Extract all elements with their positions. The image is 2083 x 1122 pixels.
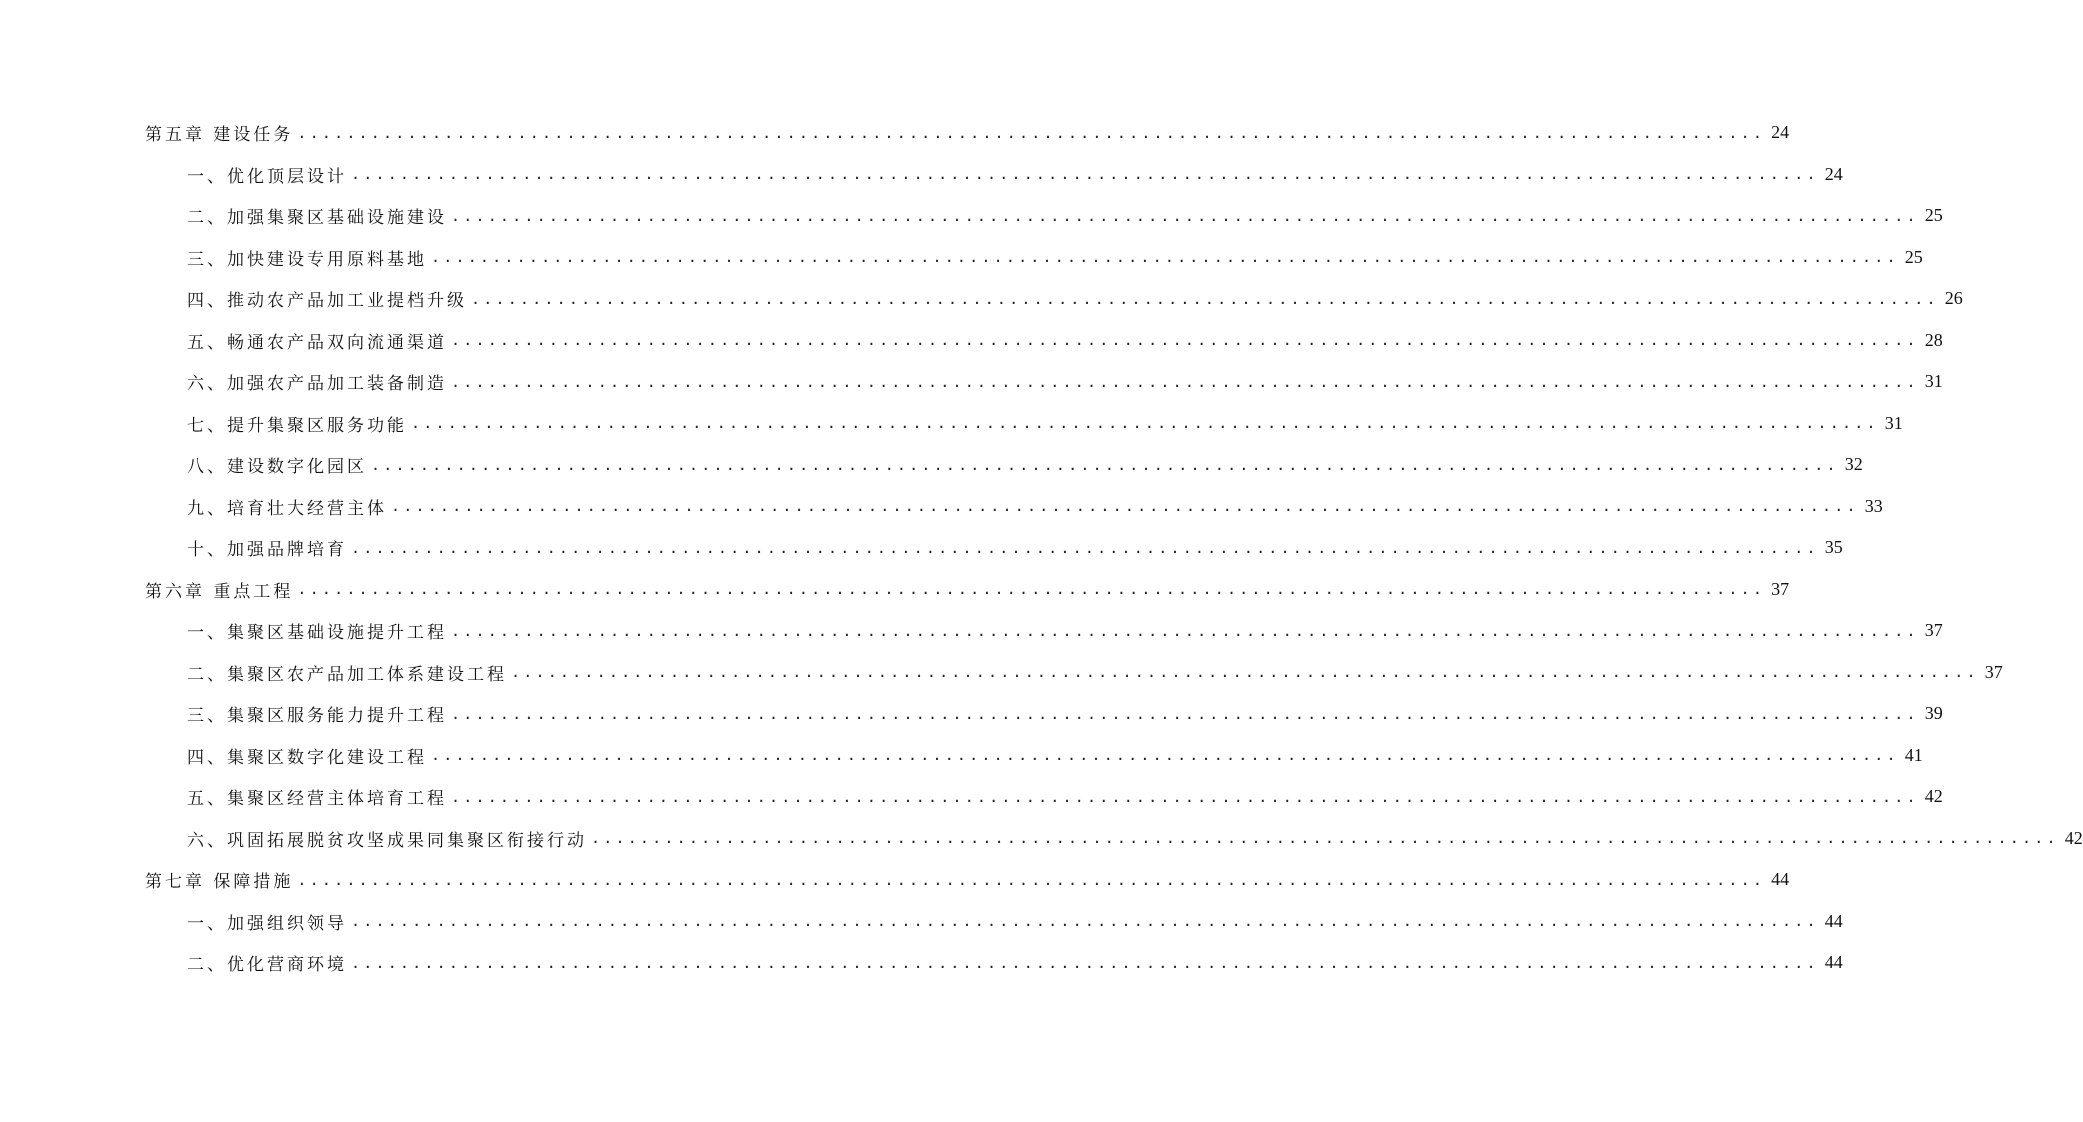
toc-entry-title: 一、加强组织领导 <box>187 909 347 934</box>
toc-entry-title: 八、建设数字化园区 <box>187 452 367 477</box>
toc-dot-leader: ........................................................................................................................ <box>511 663 1979 682</box>
toc-entry-title: 一、优化顶层设计 <box>187 162 347 187</box>
toc-section-entry[interactable] <box>145 278 1963 320</box>
toc-dot-leader: ........................................................................................................................ <box>391 497 1859 516</box>
toc-section-entry[interactable] <box>145 942 1843 984</box>
toc-section-entry[interactable] <box>145 403 1903 445</box>
toc-entry-title: 九、培育壮大经营主体 <box>187 494 387 519</box>
toc-dot-leader: ........................................................................................................................ <box>591 829 2059 848</box>
toc-chapter-entry[interactable] <box>145 859 1790 901</box>
toc-page-number: 37 <box>1924 620 1943 641</box>
toc-dot-leader: ........................................................................................................................ <box>451 206 1919 225</box>
toc-section-entry[interactable] <box>145 818 2083 860</box>
toc-page-number: 41 <box>1904 744 1923 765</box>
toc-section-entry[interactable] <box>145 652 2003 694</box>
toc-dot-leader: ........................................................................................................................ <box>297 870 1766 889</box>
toc-page-number: 44 <box>1824 952 1843 973</box>
toc-entry-title: 五、畅通农产品双向流通渠道 <box>187 328 447 353</box>
toc-section-entry[interactable] <box>145 237 1923 279</box>
toc-entry-title: 三、集聚区服务能力提升工程 <box>187 701 447 726</box>
toc-chapter-entry[interactable] <box>145 569 1790 611</box>
toc-section-entry[interactable] <box>145 776 1943 818</box>
table-of-contents <box>145 112 2083 984</box>
toc-page-number: 26 <box>1944 288 1963 309</box>
toc-dot-leader: ........................................................................................................................ <box>371 455 1839 474</box>
toc-entry-title: 第七章 保障措施 <box>145 867 293 892</box>
toc-entry-title: 六、加强农产品加工装备制造 <box>187 369 447 394</box>
toc-section-entry[interactable] <box>145 901 1843 943</box>
toc-dot-leader: ........................................................................................................................ <box>471 289 1939 308</box>
toc-entry-title: 七、提升集聚区服务功能 <box>187 411 407 436</box>
toc-dot-leader: ........................................................................................................................ <box>351 953 1819 972</box>
toc-page-number: 25 <box>1904 246 1923 267</box>
toc-page-number: 24 <box>1824 163 1843 184</box>
toc-dot-leader: ........................................................................................................................ <box>451 331 1919 350</box>
toc-dot-leader: ........................................................................................................................ <box>431 248 1899 267</box>
toc-page-number: 24 <box>1771 122 1790 143</box>
toc-entry-title: 二、加强集聚区基础设施建设 <box>187 203 447 228</box>
toc-page-number: 28 <box>1924 329 1943 350</box>
toc-entry-title: 一、集聚区基础设施提升工程 <box>187 618 447 643</box>
toc-page-number: 25 <box>1924 205 1943 226</box>
toc-entry-title: 四、推动农产品加工业提档升级 <box>187 286 467 311</box>
toc-section-entry[interactable] <box>145 195 1943 237</box>
toc-entry-title: 第六章 重点工程 <box>145 577 293 602</box>
toc-section-entry[interactable] <box>145 693 1943 735</box>
toc-page-number: 31 <box>1924 371 1943 392</box>
toc-dot-leader: ........................................................................................................................ <box>451 704 1919 723</box>
toc-page-number: 44 <box>1771 869 1790 890</box>
toc-page-number: 31 <box>1884 412 1903 433</box>
toc-section-entry[interactable] <box>145 444 1863 486</box>
toc-page-number: 33 <box>1864 495 1883 516</box>
toc-page-number: 37 <box>1984 661 2003 682</box>
toc-dot-leader: ........................................................................................................................ <box>351 912 1819 931</box>
toc-entry-title: 十、加强品牌培育 <box>187 535 347 560</box>
toc-section-entry[interactable] <box>145 610 1943 652</box>
toc-page-number: 42 <box>1924 786 1943 807</box>
toc-dot-leader: ........................................................................................................................ <box>431 746 1899 765</box>
toc-section-entry[interactable] <box>145 361 1943 403</box>
toc-dot-leader: ........................................................................................................................ <box>297 123 1766 142</box>
toc-entry-title: 四、集聚区数字化建设工程 <box>187 743 427 768</box>
toc-section-entry[interactable] <box>145 486 1883 528</box>
toc-dot-leader: ........................................................................................................................ <box>351 538 1819 557</box>
toc-page-number: 32 <box>1844 454 1863 475</box>
toc-section-entry[interactable] <box>145 527 1843 569</box>
toc-section-entry[interactable] <box>145 154 1843 196</box>
toc-entry-title: 六、巩固拓展脱贫攻坚成果同集聚区衔接行动 <box>187 826 587 851</box>
toc-page-number: 39 <box>1924 703 1943 724</box>
toc-chapter-entry[interactable] <box>145 112 1790 154</box>
toc-dot-leader: ........................................................................................................................ <box>297 580 1766 599</box>
toc-section-entry[interactable] <box>145 735 1923 777</box>
toc-page-number: 44 <box>1824 910 1843 931</box>
toc-section-entry[interactable] <box>145 320 1943 362</box>
toc-dot-leader: ........................................................................................................................ <box>411 414 1879 433</box>
toc-dot-leader: ........................................................................................................................ <box>451 372 1919 391</box>
toc-dot-leader: ........................................................................................................................ <box>451 787 1919 806</box>
toc-page-number: 42 <box>2064 827 2083 848</box>
toc-entry-title: 二、优化营商环境 <box>187 950 347 975</box>
toc-dot-leader: ........................................................................................................................ <box>351 165 1819 184</box>
toc-entry-title: 第五章 建设任务 <box>145 120 293 145</box>
toc-page-number: 37 <box>1771 578 1790 599</box>
toc-dot-leader: ........................................................................................................................ <box>451 621 1919 640</box>
toc-entry-title: 二、集聚区农产品加工体系建设工程 <box>187 660 507 685</box>
toc-entry-title: 三、加快建设专用原料基地 <box>187 245 427 270</box>
toc-entry-title: 五、集聚区经营主体培育工程 <box>187 784 447 809</box>
toc-page-number: 35 <box>1824 537 1843 558</box>
